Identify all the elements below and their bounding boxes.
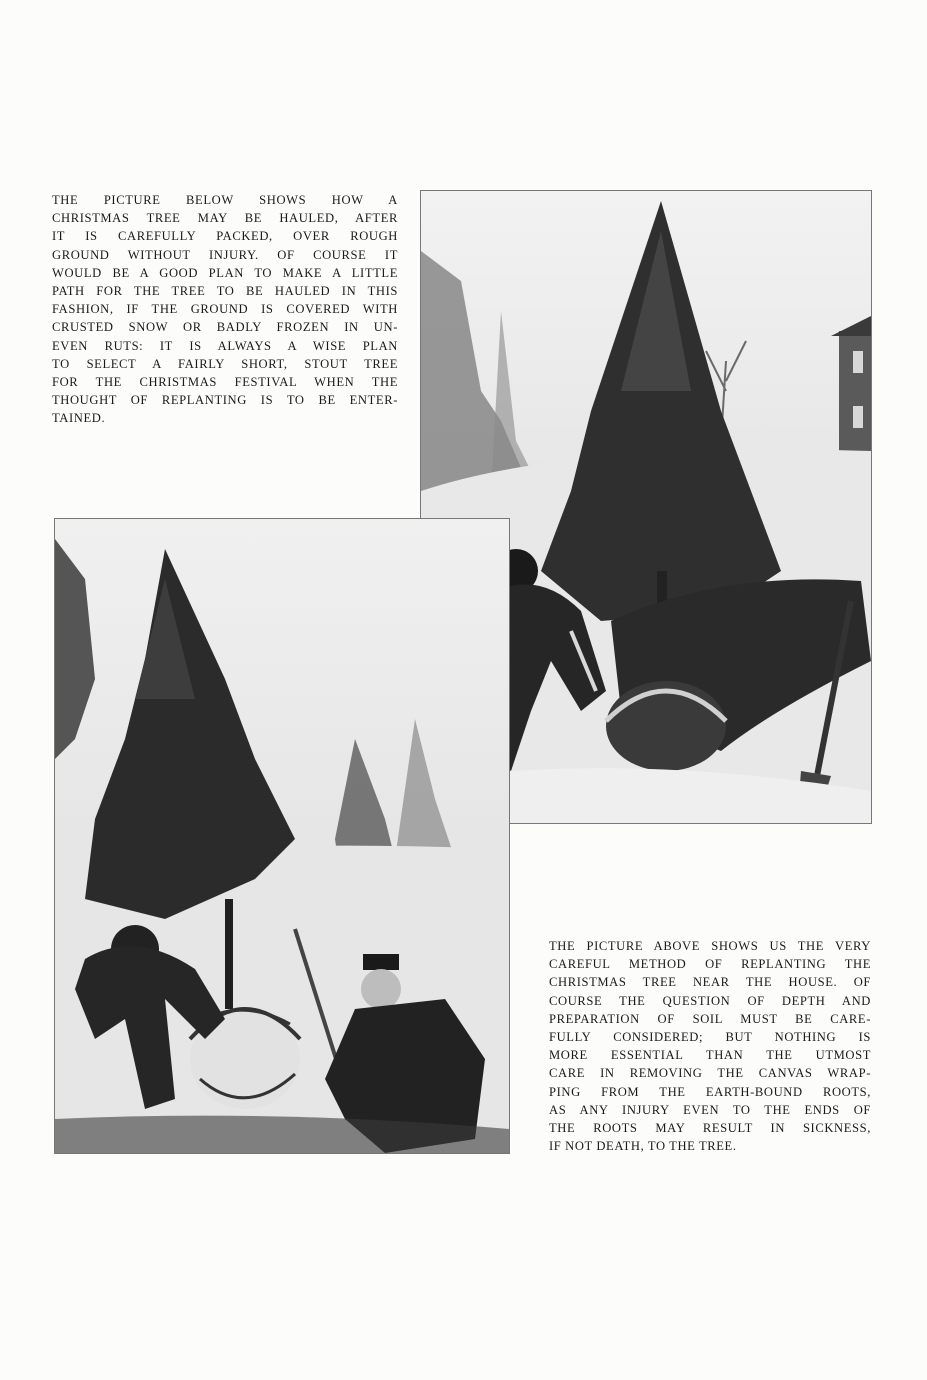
caption-bottom-line: PREPARATION OF SOIL MUST BE CARE- — [549, 1011, 871, 1026]
caption-top-line: IT IS CAREFULLY PACKED, OVER ROUGH — [52, 229, 398, 244]
caption-top-line: THE PICTURE BELOW SHOWS HOW A — [52, 193, 398, 207]
caption-bottom-line: COURSE THE QUESTION OF DEPTH AND — [549, 993, 871, 1008]
caption-top-line: FASHION, IF THE GROUND IS COVERED WITH — [52, 302, 398, 317]
caption-bottom-line: IF NOT DEATH, TO THE TREE. — [549, 1139, 737, 1154]
caption-top-line: TO SELECT A FAIRLY SHORT, STOUT TREE — [52, 356, 398, 371]
caption-bottom-line: MORE ESSENTIAL THAN THE UTMOST — [549, 1048, 871, 1063]
hauling-photo-illustration — [55, 519, 509, 1153]
caption-top-line: PATH FOR THE TREE TO BE HAULED IN THIS — [52, 284, 398, 299]
caption-top — [52, 191, 398, 428]
caption-bottom-line: CHRISTMAS TREE NEAR THE HOUSE. OF — [549, 975, 871, 990]
caption-bottom-line: THE PICTURE ABOVE SHOWS US THE VERY — [549, 939, 871, 953]
caption-bottom-line: CAREFUL METHOD OF REPLANTING THE — [549, 957, 871, 972]
caption-bottom-line: PING FROM THE EARTH-BOUND ROOTS, — [549, 1084, 871, 1099]
caption-bottom-line: AS ANY INJURY EVEN TO THE ENDS OF — [549, 1102, 871, 1117]
caption-top-line: WOULD BE A GOOD PLAN TO MAKE A LITTLE — [52, 265, 398, 280]
caption-top-line: GROUND WITHOUT INJURY. OF COURSE IT — [52, 247, 398, 262]
caption-bottom — [549, 937, 871, 1155]
caption-top-line: EVEN RUTS: IT IS ALWAYS A WISE PLAN — [52, 338, 398, 353]
caption-top-line: TAINED. — [52, 411, 106, 426]
caption-bottom-line: CARE IN REMOVING THE CANVAS WRAP- — [549, 1066, 871, 1081]
caption-bottom-line: THE ROOTS MAY RESULT IN SICKNESS, — [549, 1121, 871, 1136]
caption-top-line: THOUGHT OF REPLANTING IS TO BE ENTER- — [52, 393, 398, 408]
caption-bottom-line: FULLY CONSIDERED; BUT NOTHING IS — [549, 1030, 871, 1045]
caption-top-line: CRUSTED SNOW OR BADLY FROZEN IN UN- — [52, 320, 398, 335]
caption-top-line: CHRISTMAS TREE MAY BE HAULED, AFTER — [52, 211, 398, 226]
caption-top-line: FOR THE CHRISTMAS FESTIVAL WHEN THE — [52, 375, 398, 390]
photo-hauling-tree — [54, 518, 510, 1154]
